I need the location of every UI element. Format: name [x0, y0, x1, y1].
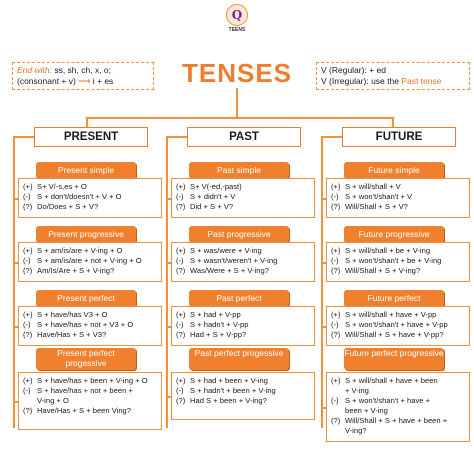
tense-formula-card	[326, 178, 470, 218]
formula-row	[331, 426, 465, 436]
formula-sign: (+)	[176, 246, 186, 255]
formula-row	[23, 376, 157, 386]
formula-sign: (+)	[23, 310, 33, 319]
tense-label: Past perfect	[189, 290, 289, 307]
formula-sign: (?)	[23, 330, 33, 339]
formula-sign: (+)	[23, 376, 33, 385]
formula-row	[176, 396, 310, 406]
formula-sign: (+)	[23, 182, 33, 191]
formula-text: S + have/has + not + been +	[37, 386, 133, 395]
tense-formula-card	[171, 306, 315, 346]
formula-text: S + have/has + been + V-ing + O	[37, 376, 148, 385]
formula-row	[176, 386, 310, 396]
branch-connector	[321, 262, 326, 264]
column-header-past: PAST	[187, 127, 301, 147]
tense-label: Present perfect	[36, 290, 136, 307]
formula-sign: (+)	[176, 376, 186, 385]
formula-row	[176, 182, 310, 192]
formula-sign: (+)	[23, 246, 33, 255]
formula-sign: (-)	[176, 386, 184, 395]
formula-text: S + hadn't + been + V-ing	[190, 386, 276, 395]
branch-connector	[166, 198, 171, 200]
formula-sign: (?)	[331, 266, 341, 275]
formula-row	[331, 416, 465, 426]
formula-sign: (+)	[331, 310, 341, 319]
formula-row	[23, 386, 157, 396]
formula-row	[176, 192, 310, 202]
formula-row	[23, 182, 157, 192]
formula-row	[23, 310, 157, 320]
formula-sign: (+)	[176, 182, 186, 191]
formula-row	[23, 246, 157, 256]
formula-sign: (-)	[176, 320, 184, 329]
formula-row	[23, 266, 157, 276]
formula-sign: (-)	[23, 192, 31, 201]
logo	[222, 4, 252, 33]
formula-sign: (?)	[331, 330, 341, 339]
formula-row	[331, 246, 465, 256]
formula-sign: (+)	[331, 182, 341, 191]
formula-row	[331, 330, 465, 340]
formula-text: Had + S + V-pp?	[190, 330, 247, 339]
formula-text: S + don't/doesn't + V + O	[37, 192, 122, 201]
formula-row	[176, 246, 310, 256]
branch-connector	[321, 198, 326, 200]
formula-row	[23, 256, 157, 266]
formula-sign: (-)	[331, 320, 339, 329]
formula-text: Have/Has + S + been Ving?	[37, 406, 132, 415]
column-header-future: FUTURE	[342, 127, 456, 147]
tense-label: Present simple	[36, 162, 136, 179]
branch-connector	[166, 396, 171, 398]
tense-label: Future progressive	[344, 226, 444, 243]
tense-formula-card	[171, 242, 315, 282]
formula-text: S+ V/-s,es + O	[37, 182, 87, 191]
formula-sign: (?)	[23, 202, 33, 211]
formula-text: S + had + been + V-ing	[190, 376, 268, 385]
formula-text: Will/Shall + S + have + been +	[345, 416, 448, 425]
formula-row	[331, 256, 465, 266]
formula-sign: (+)	[176, 310, 186, 319]
tense-label: Present progressive	[36, 226, 136, 243]
formula-text: S + will/shall + have + been	[345, 376, 438, 385]
formula-row	[331, 202, 465, 212]
formula-text: S+ V(-ed,-past)	[190, 182, 242, 191]
formula-sign: (?)	[176, 396, 186, 405]
formula-text: V-ing + O	[37, 396, 69, 405]
formula-row	[176, 376, 310, 386]
formula-text: S + will/shall + be + V-ing	[345, 246, 431, 255]
formula-text: Will/Shall + S + V-ing?	[345, 266, 421, 275]
tense-formula-card	[18, 242, 162, 282]
formula-row	[23, 330, 157, 340]
formula-text: S + will/shall + have + V-pp	[345, 310, 437, 319]
formula-row	[331, 192, 465, 202]
tense-formula-card	[326, 242, 470, 282]
formula-text: S + am/is/are + V-ing + O	[37, 246, 123, 255]
branch-connector	[166, 262, 171, 264]
formula-text: S + am/is/are + not + V-ing + O	[37, 256, 142, 265]
column-header-present: PRESENT	[34, 127, 148, 147]
formula-row	[176, 202, 310, 212]
column-connector	[13, 136, 15, 428]
formula-text: V-ing?	[345, 426, 367, 435]
formula-row	[176, 256, 310, 266]
formula-text: Do/Does + S + V?	[37, 202, 99, 211]
spelling-note: End with: ss, sh, ch, x, o; (consonant + v) ⟶ i + es	[12, 62, 154, 90]
formula-sign: (?)	[176, 266, 186, 275]
formula-text: S + was/were + V-ing	[190, 246, 262, 255]
page-title: TENSES	[181, 58, 293, 88]
formula-text: S + wasn't/weren't + V-ing	[190, 256, 278, 265]
column-connector	[321, 136, 323, 428]
branch-connector	[321, 326, 326, 328]
formula-sign: (?)	[331, 416, 341, 425]
formula-text: Will/Shall + S + V?	[345, 202, 408, 211]
formula-row	[331, 266, 465, 276]
tense-label: Future perfect	[344, 290, 444, 307]
formula-row	[23, 406, 157, 416]
branch-connector	[321, 407, 326, 409]
formula-text: Will/Shall + S + have + V-pp?	[345, 330, 444, 339]
formula-row	[331, 310, 465, 320]
formula-sign: (-)	[331, 396, 339, 405]
tense-label: Present perfect progessive	[36, 348, 136, 370]
header-connector	[166, 136, 187, 138]
formula-text: S + didn't + V	[190, 192, 236, 201]
tense-formula-card	[18, 306, 162, 346]
formula-sign: (?)	[176, 202, 186, 211]
tense-label: Past simple	[189, 162, 289, 179]
formula-row	[176, 330, 310, 340]
formula-text: S + hadn't + V-pp	[190, 320, 249, 329]
formula-text: Had S + been + V-ing?	[190, 396, 267, 405]
header-connector	[13, 136, 34, 138]
formula-text: S + won't/shan't + be + V-ing	[345, 256, 442, 265]
formula-text: S + had + V-pp	[190, 310, 241, 319]
formula-text: S + will/shall + V	[345, 182, 401, 191]
formula-row	[23, 192, 157, 202]
formula-sign: (-)	[23, 320, 31, 329]
formula-row	[331, 406, 465, 416]
branch-connector	[13, 401, 18, 403]
logo-icon: Q	[226, 4, 248, 26]
formula-text: S + won't/shan't + have +	[345, 396, 431, 405]
formula-row	[23, 396, 157, 406]
future-connector	[392, 117, 394, 127]
formula-text: S + have/has V3 + O	[37, 310, 108, 319]
formula-sign: (-)	[23, 256, 31, 265]
tense-formula-card	[18, 178, 162, 218]
formula-row	[176, 310, 310, 320]
header-connector	[321, 136, 342, 138]
verb-form-note: V (Regular): + ed V (Irregular): use the Past tense	[316, 62, 470, 90]
formula-text: + V-ing	[345, 386, 369, 395]
branch-connector	[13, 198, 18, 200]
formula-sign: (?)	[331, 202, 341, 211]
formula-sign: (-)	[331, 192, 339, 201]
formula-text: Have/Has + S + V3?	[37, 330, 107, 339]
formula-text: been + V-ing	[345, 406, 388, 415]
formula-sign: (-)	[23, 386, 31, 395]
formula-row	[331, 386, 465, 396]
formula-text: Was/Were + S + V-ing?	[190, 266, 269, 275]
top-connector	[86, 117, 392, 119]
tense-label: Future simple	[344, 162, 444, 179]
tense-formula-card	[326, 306, 470, 346]
formula-row	[331, 320, 465, 330]
tense-formula-card	[171, 178, 315, 218]
formula-row	[23, 202, 157, 212]
present-connector	[86, 117, 88, 127]
tense-formula-card	[18, 372, 162, 430]
formula-row	[331, 376, 465, 386]
branch-connector	[13, 326, 18, 328]
branch-connector	[13, 262, 18, 264]
column-connector	[166, 136, 168, 428]
tense-label: Future perfect progressive	[344, 348, 444, 370]
formula-sign: (?)	[23, 406, 33, 415]
formula-row	[331, 182, 465, 192]
formula-sign: (+)	[331, 246, 341, 255]
formula-text: Am/Is/Are + S + V-ing?	[37, 266, 115, 275]
formula-row	[331, 396, 465, 406]
formula-text: S + have/has + not + V3 + O	[37, 320, 134, 329]
formula-text: S + won't/shan't + have + V-pp	[345, 320, 448, 329]
branch-connector	[166, 326, 171, 328]
formula-sign: (+)	[331, 376, 341, 385]
tense-label: Past perfect progessive	[189, 348, 289, 370]
title-connector	[236, 88, 238, 118]
formula-sign: (?)	[23, 266, 33, 275]
formula-text: Did + S + V?	[190, 202, 234, 211]
tense-label: Past progressive	[189, 226, 289, 243]
tense-formula-card	[171, 372, 315, 420]
formula-sign: (-)	[176, 192, 184, 201]
formula-sign: (-)	[176, 256, 184, 265]
formula-text: S + won't/shan't + V	[345, 192, 413, 201]
formula-row	[176, 266, 310, 276]
formula-sign: (?)	[176, 330, 186, 339]
formula-row	[23, 320, 157, 330]
formula-sign: (-)	[331, 256, 339, 265]
formula-row	[176, 320, 310, 330]
tense-formula-card	[326, 372, 470, 442]
logo-name: TEENS	[228, 27, 246, 33]
